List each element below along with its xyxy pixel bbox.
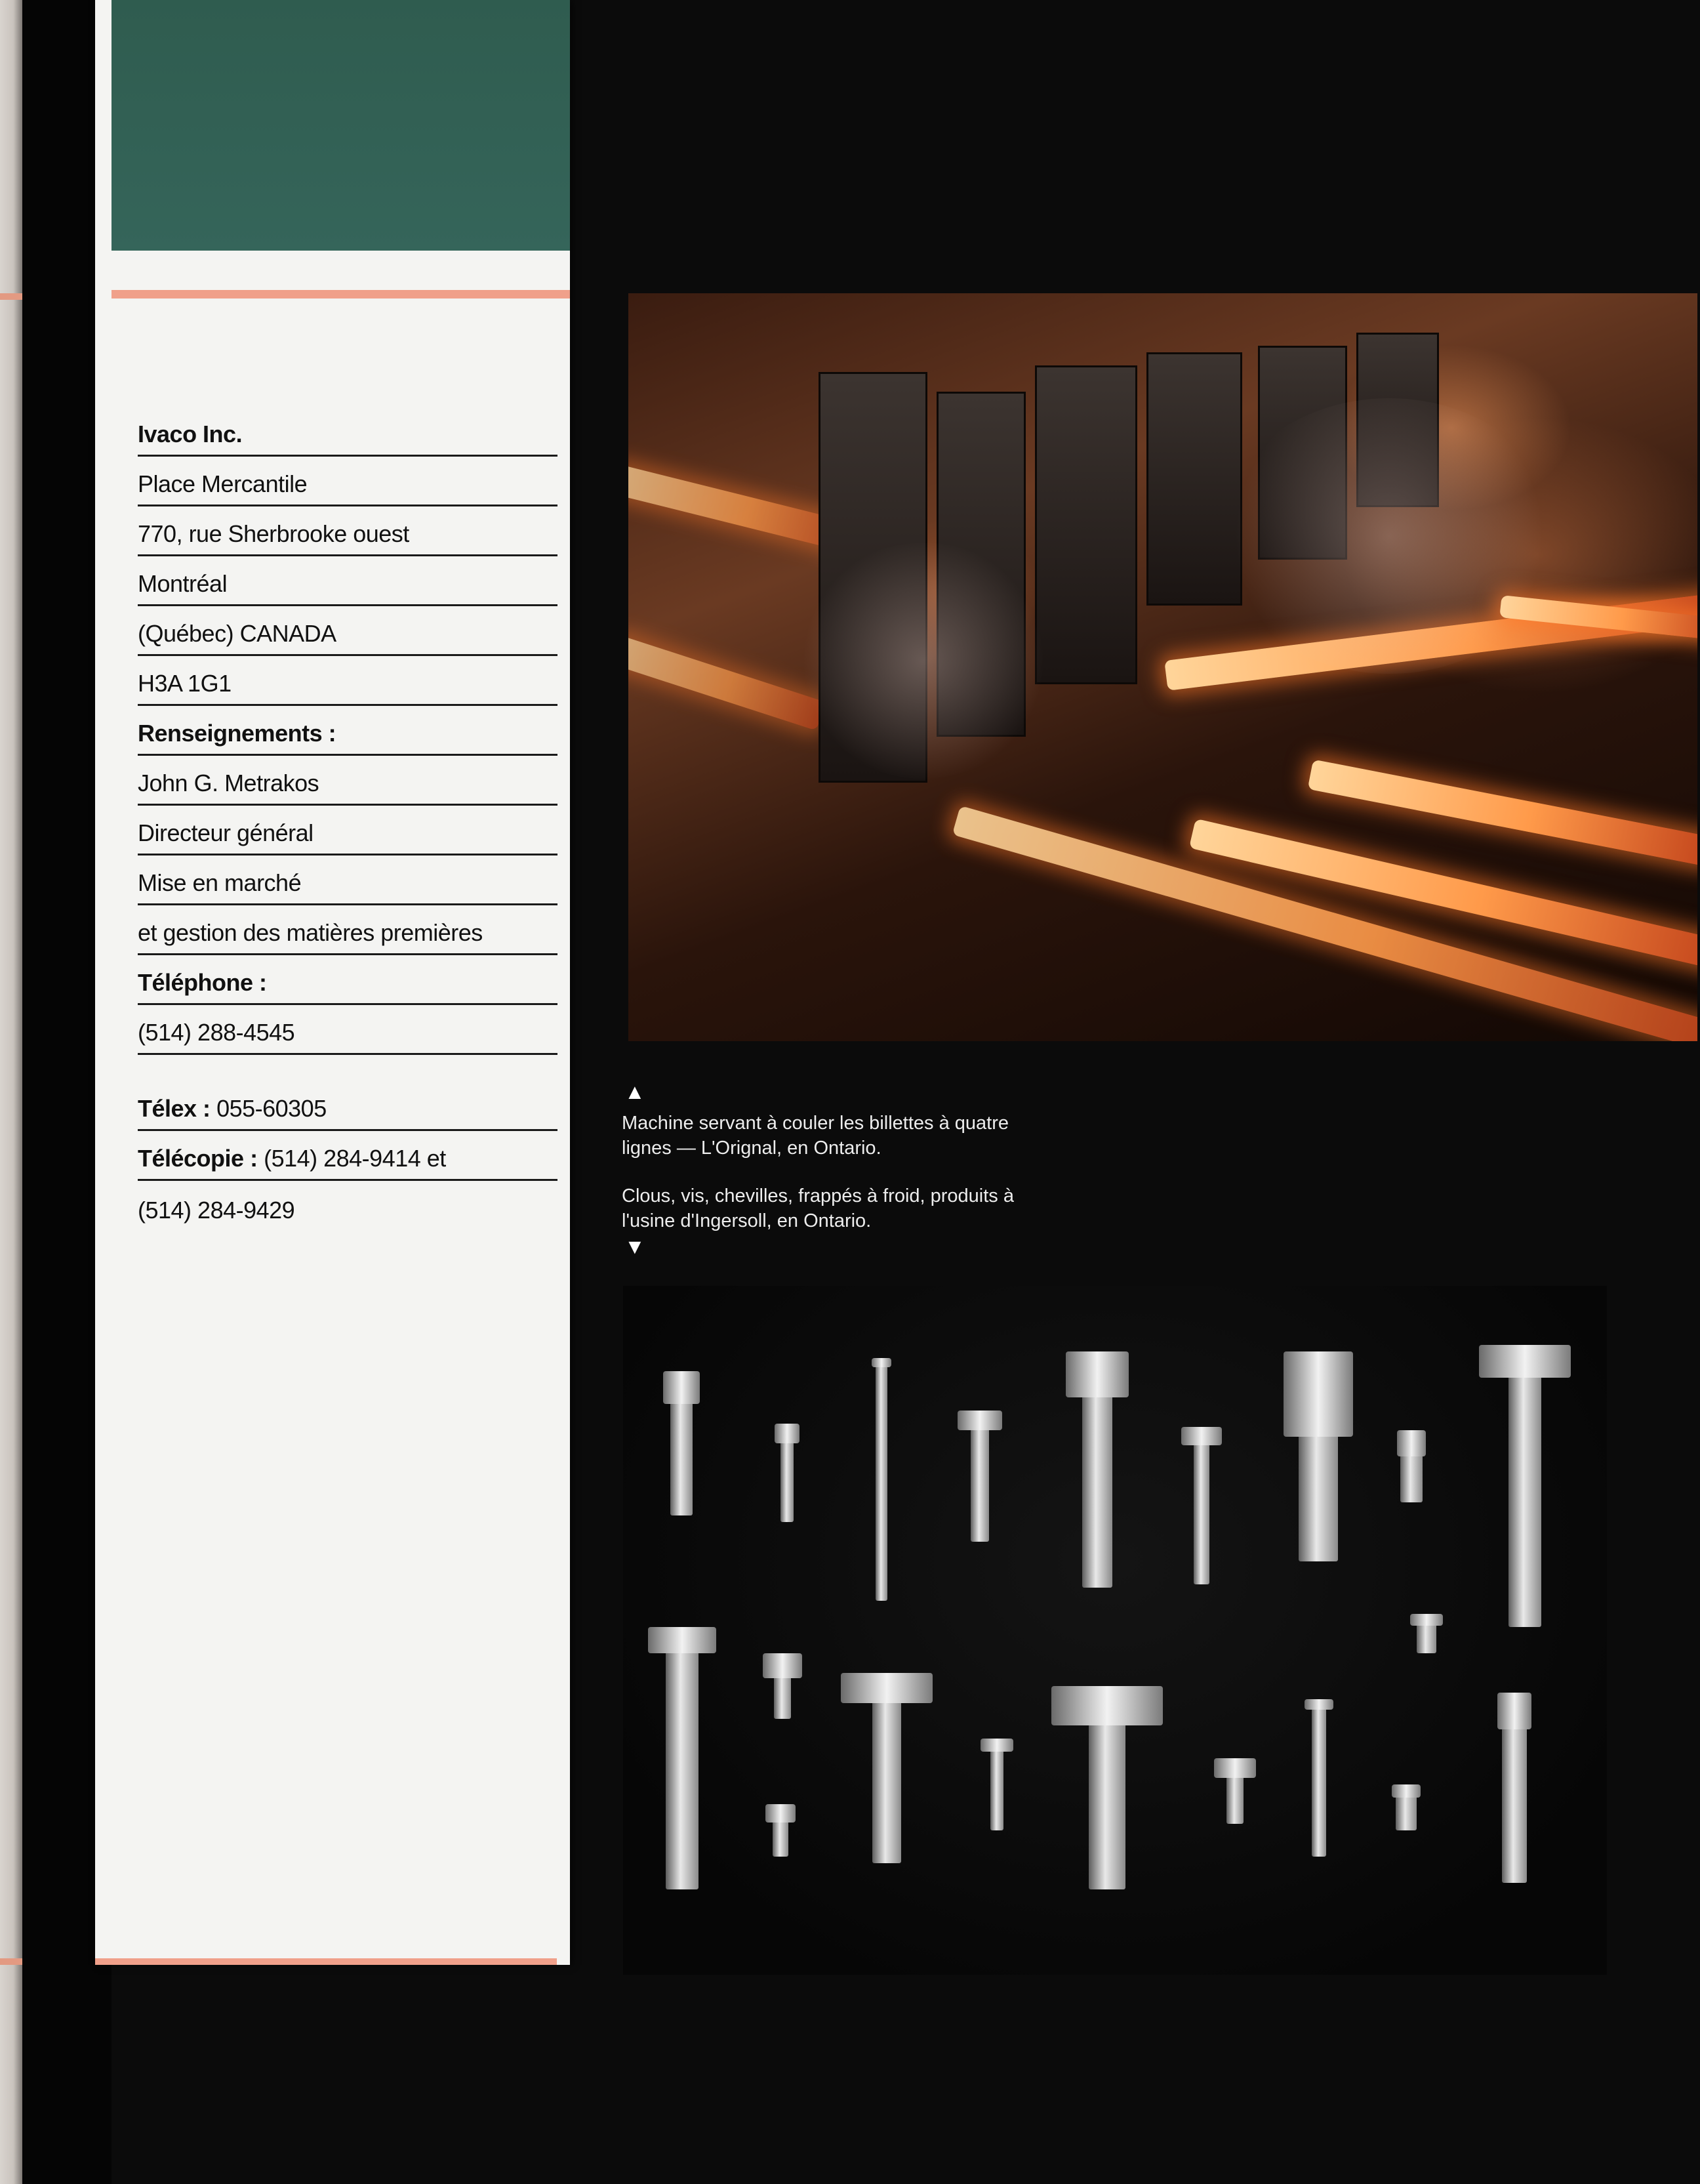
address-line: Montréal <box>138 556 557 606</box>
contact-block <box>138 407 557 1231</box>
phone-number: (514) 288-4545 <box>138 1005 557 1055</box>
rivet <box>1417 1614 1436 1653</box>
fasteners-caption: Clous, vis, chevilles, frappés à froid, produits à l'usine d'Ingersoll, en Ontario. <box>622 1185 1014 1231</box>
screw <box>774 1653 791 1719</box>
fax-label: Télécopie : <box>138 1145 258 1172</box>
screw <box>1226 1758 1244 1824</box>
bolt <box>1502 1693 1527 1883</box>
bolt <box>1508 1345 1541 1627</box>
address-line: 770, rue Sherbrooke ouest <box>138 506 557 556</box>
fax-number: (514) 284-9414 et <box>264 1145 446 1172</box>
screw <box>780 1424 794 1522</box>
down-arrow-icon: ▼ <box>624 1235 645 1258</box>
telex-number: 055-60305 <box>216 1095 327 1122</box>
bolt <box>1082 1351 1112 1588</box>
bolt <box>670 1371 693 1515</box>
steel-caption: Machine servant à couler les billettes à quatre lignes — L'Orignal, en Ontario. <box>622 1113 1009 1159</box>
address-line: (Québec) CANADA <box>138 606 557 656</box>
address-line: H3A 1G1 <box>138 656 557 706</box>
contact-person-line: Directeur général <box>138 806 557 855</box>
company-name: Ivaco Inc. <box>138 407 557 457</box>
rivet <box>1396 1784 1417 1830</box>
contact-person-line: John G. Metrakos <box>138 756 557 806</box>
salmon-rule-top <box>111 290 570 299</box>
phone-label: Téléphone : <box>138 955 557 1005</box>
salmon-rule-bottom <box>95 1958 557 1965</box>
pin <box>1400 1430 1423 1502</box>
screw <box>971 1411 989 1542</box>
casting-machine <box>1035 365 1137 684</box>
fax-number-2: (514) 284-9429 <box>138 1197 295 1224</box>
edge-mark <box>0 293 22 300</box>
fasteners-photo <box>623 1286 1607 1975</box>
info-heading: Renseignements : <box>138 706 557 756</box>
contact-person-line: et gestion des matières premières <box>138 905 557 955</box>
pin <box>1312 1699 1326 1857</box>
screw <box>773 1804 788 1857</box>
steam <box>799 543 1048 779</box>
green-band <box>111 0 570 251</box>
bolt <box>872 1673 901 1863</box>
up-arrow-icon: ▲ <box>624 1080 645 1103</box>
steam <box>1219 398 1560 674</box>
glowing-billet <box>1308 759 1697 866</box>
page-edge <box>0 0 22 2184</box>
glowing-billet <box>628 635 826 731</box>
steel-billet-photo <box>628 293 1697 1041</box>
nail <box>876 1358 887 1601</box>
stud <box>1299 1351 1338 1561</box>
screw <box>990 1739 1003 1830</box>
bolt <box>666 1627 698 1889</box>
contact-person-line: Mise en marché <box>138 855 557 905</box>
bolt <box>1089 1686 1125 1889</box>
address-line: Place Mercantile <box>138 457 557 506</box>
edge-mark <box>0 1958 22 1965</box>
pin <box>1194 1427 1209 1584</box>
spacer <box>138 1055 557 1081</box>
fax-line <box>138 1131 557 1181</box>
telex-line <box>138 1081 557 1131</box>
telex-label: Télex : <box>138 1095 211 1122</box>
